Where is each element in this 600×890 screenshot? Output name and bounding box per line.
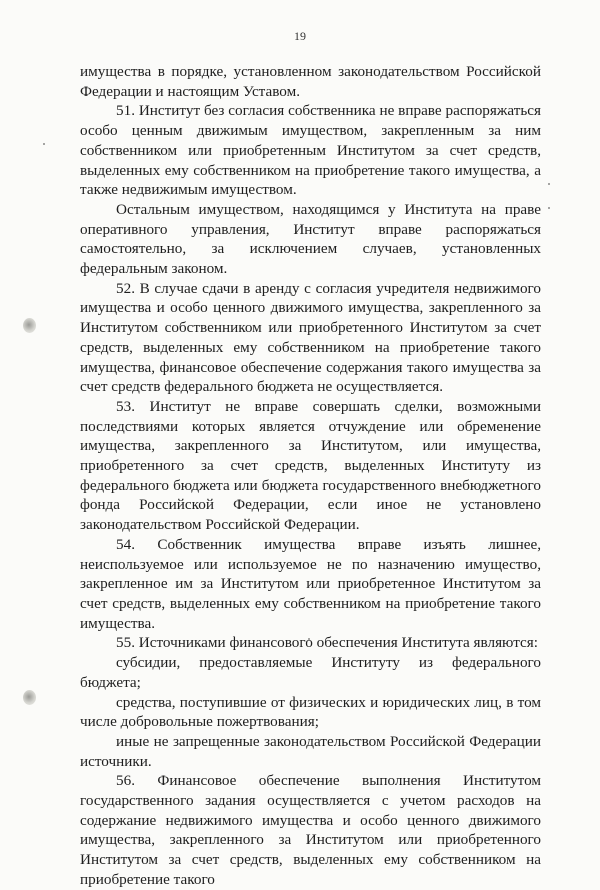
paragraph-52: 52. В случае сдачи в аренду с согласия учредителя недвижимого имущества и особо ценного движимого имущества, закрепленного за Институтом собственником или приобретенного Институтом за счет средств, выделенных ему собственником на приобретение такого имущества, финансовое обеспечение содержания такого имущества за счет средств федерального бюджета не осуществляется. bbox=[80, 279, 541, 396]
paragraph-51-other-property: Остальным имуществом, находящимся у Института на праве оперативного управления, Институт вправе распоряжаться самостоятельно, за исключением случаев, установленных федеральным законом. bbox=[80, 200, 541, 278]
scan-speck bbox=[548, 183, 550, 185]
paragraph-continuation: имущества в порядке, установленном законодательством Российской Федерации и настоящим Уставом. bbox=[80, 63, 541, 100]
punch-hole-upper bbox=[23, 318, 36, 333]
punch-hole-lower bbox=[23, 690, 36, 705]
scan-speck bbox=[43, 143, 45, 145]
paragraph-55-subsidies: субсидии, предоставляемые Институту из федерального бюджета; bbox=[80, 654, 541, 691]
paragraph-56: 56. Финансовое обеспечение выполнения Институтом государственного задания осуществляется с учетом расходов на содержание недвижимого имущества и особо ценного движимого имущества, закрепленного за Институтом или приобретенного Институтом за счет средств, выделенных ему собственником на приобретение такого bbox=[80, 772, 541, 888]
scan-speck bbox=[548, 207, 550, 209]
paragraph-55: 55. Источниками финансового обеспечения Института являются: bbox=[116, 634, 538, 652]
document-body bbox=[80, 62, 541, 890]
paragraph-55-funds: средства, поступившие от физических и юридических лиц, в том числе добровольные пожертвования; bbox=[80, 693, 541, 731]
page-number: 19 bbox=[294, 29, 306, 43]
paragraph-54: 54. Собственник имущества вправе изъять лишнее, неиспользуемое или используемое не по назначению имущество, закрепленное им за Институтом или приобретенное Институтом за счет средств, выделенных ему собственником на приобретение такого имущества. bbox=[80, 535, 541, 632]
paragraph-51: 51. Институт без согласия собственника не вправе распоряжаться особо ценным движимым имуществом, закрепленным за ним собственником или приобретенным Институтом за счет средств, выделенных ему собственником на приобретение такого имущества, а также недвижимым имуществом. bbox=[80, 102, 541, 199]
paragraph-55-other-sources: иные не запрещенные законодательством Российской Федерации источники. bbox=[80, 732, 541, 770]
paragraph-53: 53. Институт не вправе совершать сделки, возможными последствиями которых является отчуждение или обременение имущества, закрепленного за Институтом, или имущества, приобретенного за счет средств, выделенных Институту из федерального бюджета или бюджета государственного внебюджетного фонда Российской Федерации, если иное не установлено законодательством Российской Федерации. bbox=[80, 397, 541, 534]
